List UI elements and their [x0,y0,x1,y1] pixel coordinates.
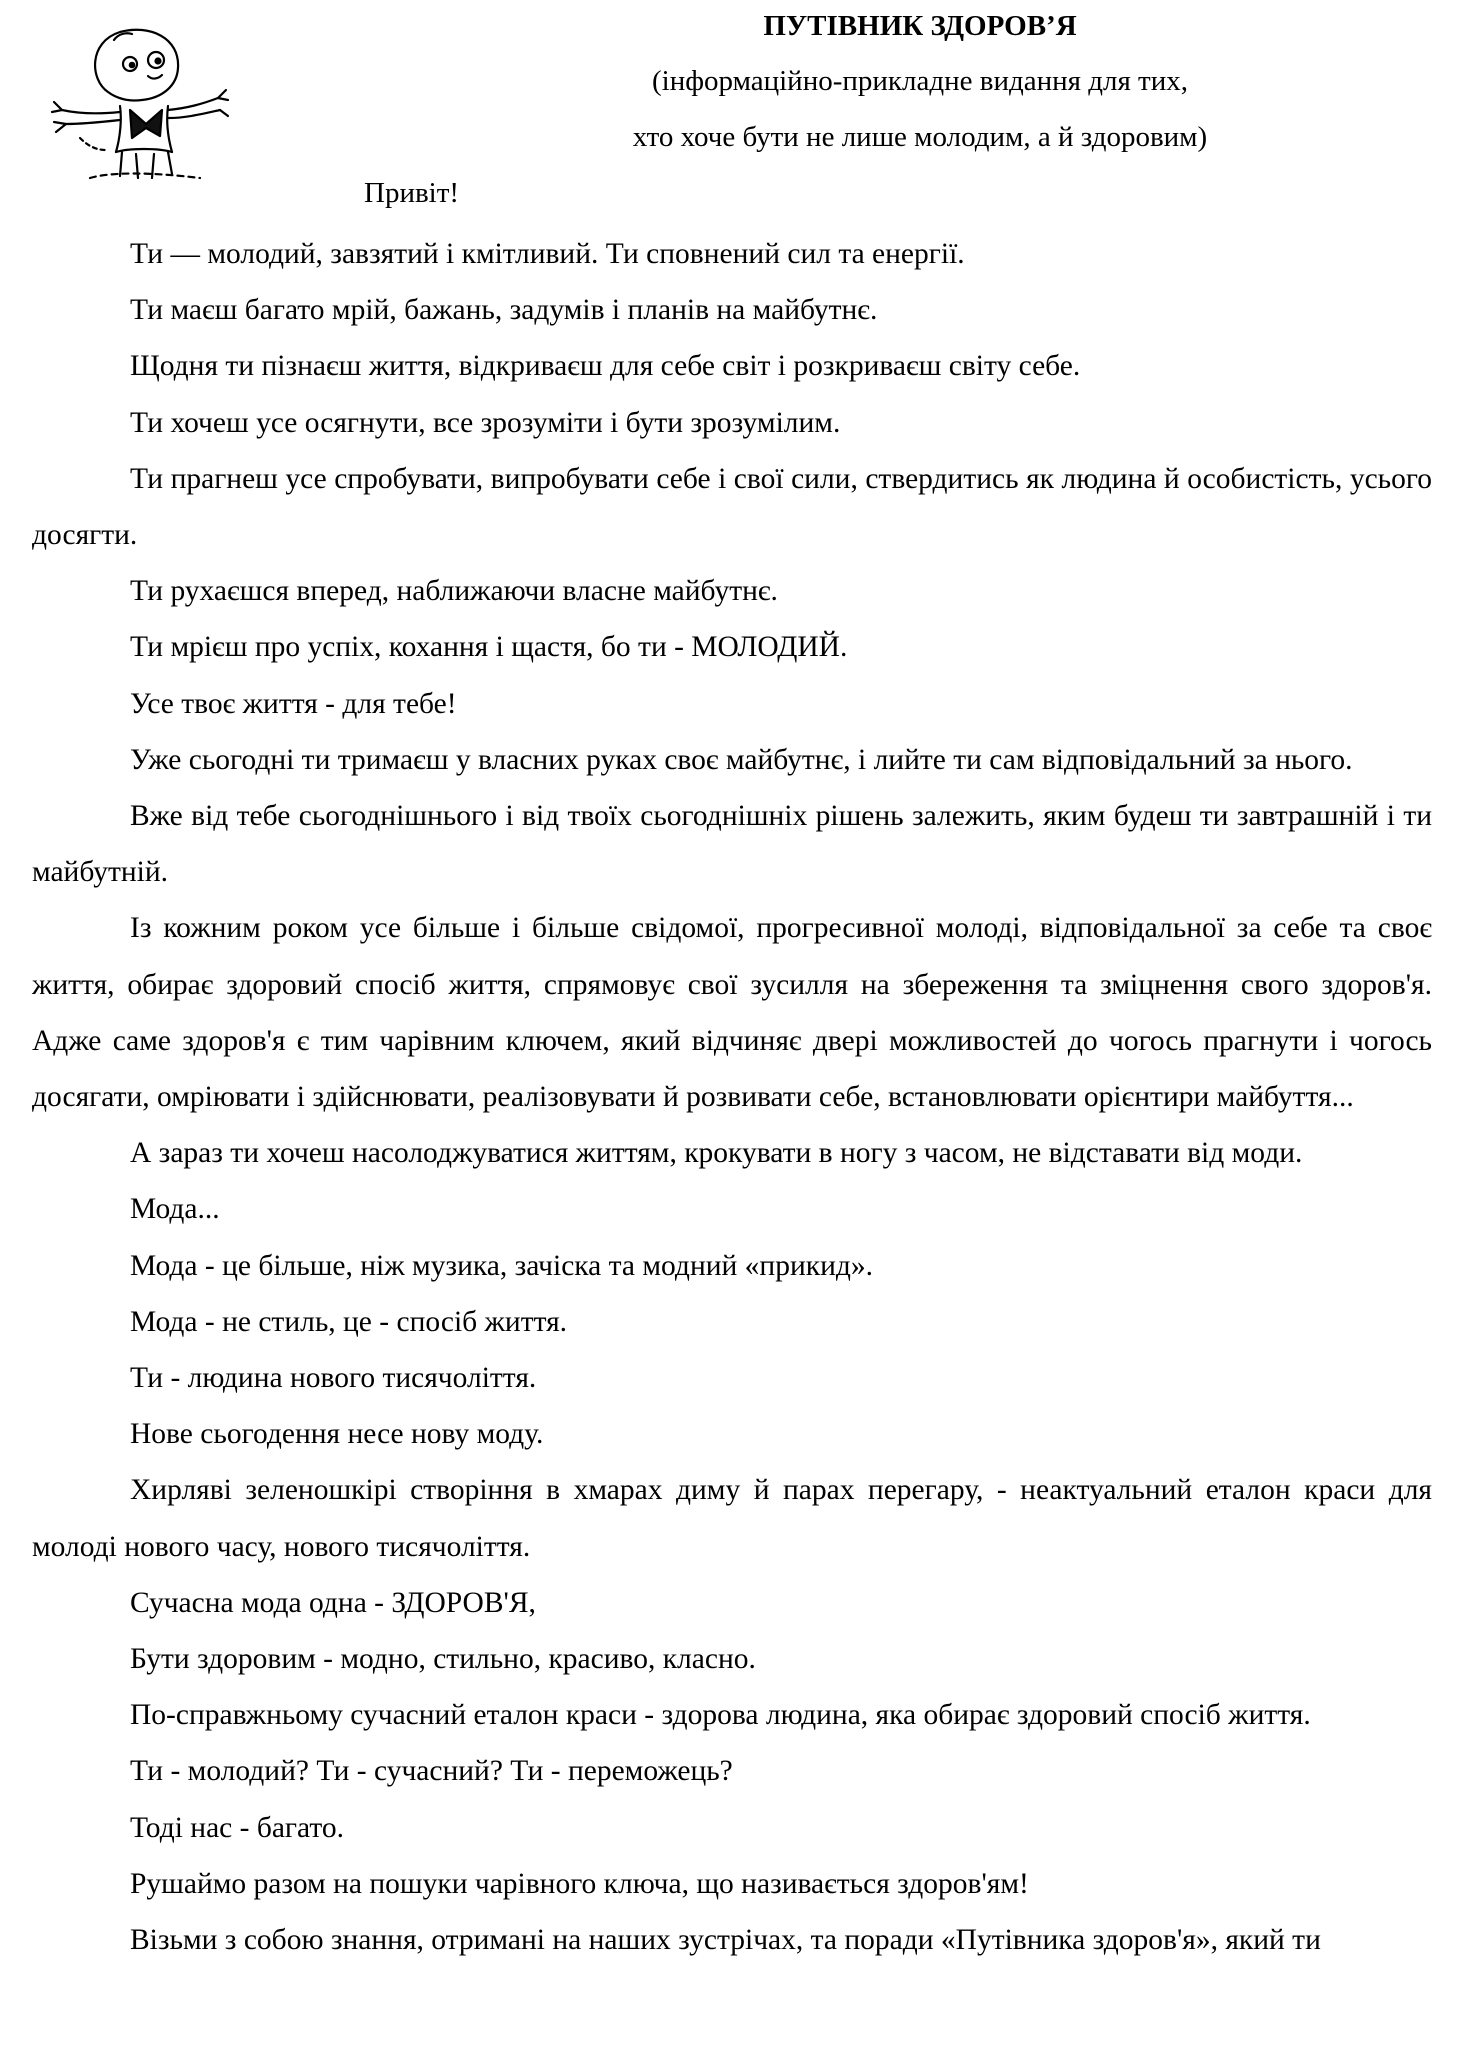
paragraph: По-справжньому сучасний еталон краси - здорова людина, яка обирає здоровий спосіб життя. [130,1699,1311,1732]
document-subtitle-line1: (інформаційно-прикладне видання для тих, [652,65,1188,97]
paragraph: Вже від тебе сьогоднішнього і від твоїх сьогоднішніх рішень залежить, яким будеш ти завтрашній і ти майбутній. [32,800,1432,889]
paragraph: Мода - це більше, ніж музика, зачіска та модний «прикид». [130,1249,874,1282]
paragraph: Сучасна мода одна - ЗДОРОВ'Я, [130,1586,536,1619]
body-text [32,226,1432,1968]
paragraph: Ти маєш багато мрій, бажань, задумів і планів на майбутнє. [130,294,878,327]
paragraph: Мода - не стиль, це - спосіб життя. [130,1305,568,1338]
paragraph: Хирляві зеленошкірі створіння в хмарах диму й парах перегару, - неактуальний еталон краси для молоді нового часу, нового тисячоліття. [32,1474,1432,1563]
paragraph: Візьми з собою знання, отримані на наших зустрічах, та поради «Путівника здоров'я», який ти [130,1924,1321,1957]
paragraph: Тоді нас - багато. [130,1811,344,1844]
greeting: Привіт! [364,177,460,209]
paragraph: Усе твоє життя - для тебе! [130,687,457,720]
paragraph: Ти - людина нового тисячоліття. [130,1362,537,1395]
paragraph: Уже сьогодні ти тримаєш у власних руках своє майбутнє, і лийте ти сам відповідальний за нього. [130,743,1353,776]
paragraph: Ти рухаєшся вперед, наближаючи власне майбутнє. [130,575,778,608]
paragraph: Ти прагнеш усе спробувати, випробувати себе і свої сили, ствердитись як людина й особистість, усього досягти. [32,462,1432,552]
paragraph: Із кожним роком усе більше і більше свідомої, прогресивної молоді, відповідальної за себе та своє життя, обирає здоровий спосіб життя, спрямовує свої зусилля на збереження та зміцнення свого здоров'я. Адже саме здоров'я є тим чарівним ключем, який відчиняє двері можливостей до чогось прагнути і чогось досягати, омріювати і здійснювати, реалізовувати й розвивати себе, встановлювати орієнтири майбуття... [32,912,1432,1114]
paragraph: Ти мрієш про успіх, кохання і щастя, бо ти - МОЛОДИЙ. [130,631,848,664]
paragraph: Щодня ти пізнаєш життя, відкриваєш для себе світ і розкриваєш світу себе. [130,350,1081,383]
paragraph: Мода... [130,1193,220,1226]
paragraph: Рушаймо разом на пошуки чарівного ключа, що називається здоров'ям! [130,1867,1029,1900]
document-subtitle-line2: хто хоче бути не лише молодим, а й здоровим) [632,121,1208,153]
document-title: ПУТІВНИК ЗДОРОВ’Я [763,10,1077,42]
paragraph: Нове сьогодення несе нову моду. [130,1418,544,1451]
paragraph: А зараз ти хочеш насолоджуватися життям, крокувати в ногу з часом, не відставати від моди. [130,1137,1303,1170]
paragraph: Бути здоровим - модно, стильно, красиво, класно. [130,1643,756,1676]
cartoon-character-icon [50,20,230,185]
paragraph: Ти - молодий? Ти - сучасний? Ти - переможець? [130,1755,733,1788]
paragraph: Ти — молодий, завзятий і кмітливий. Ти сповнений сил та енергії. [130,238,965,270]
paragraph: Ти хочеш усе осягнути, все зрозуміти і бути зрозумілим. [130,406,841,439]
